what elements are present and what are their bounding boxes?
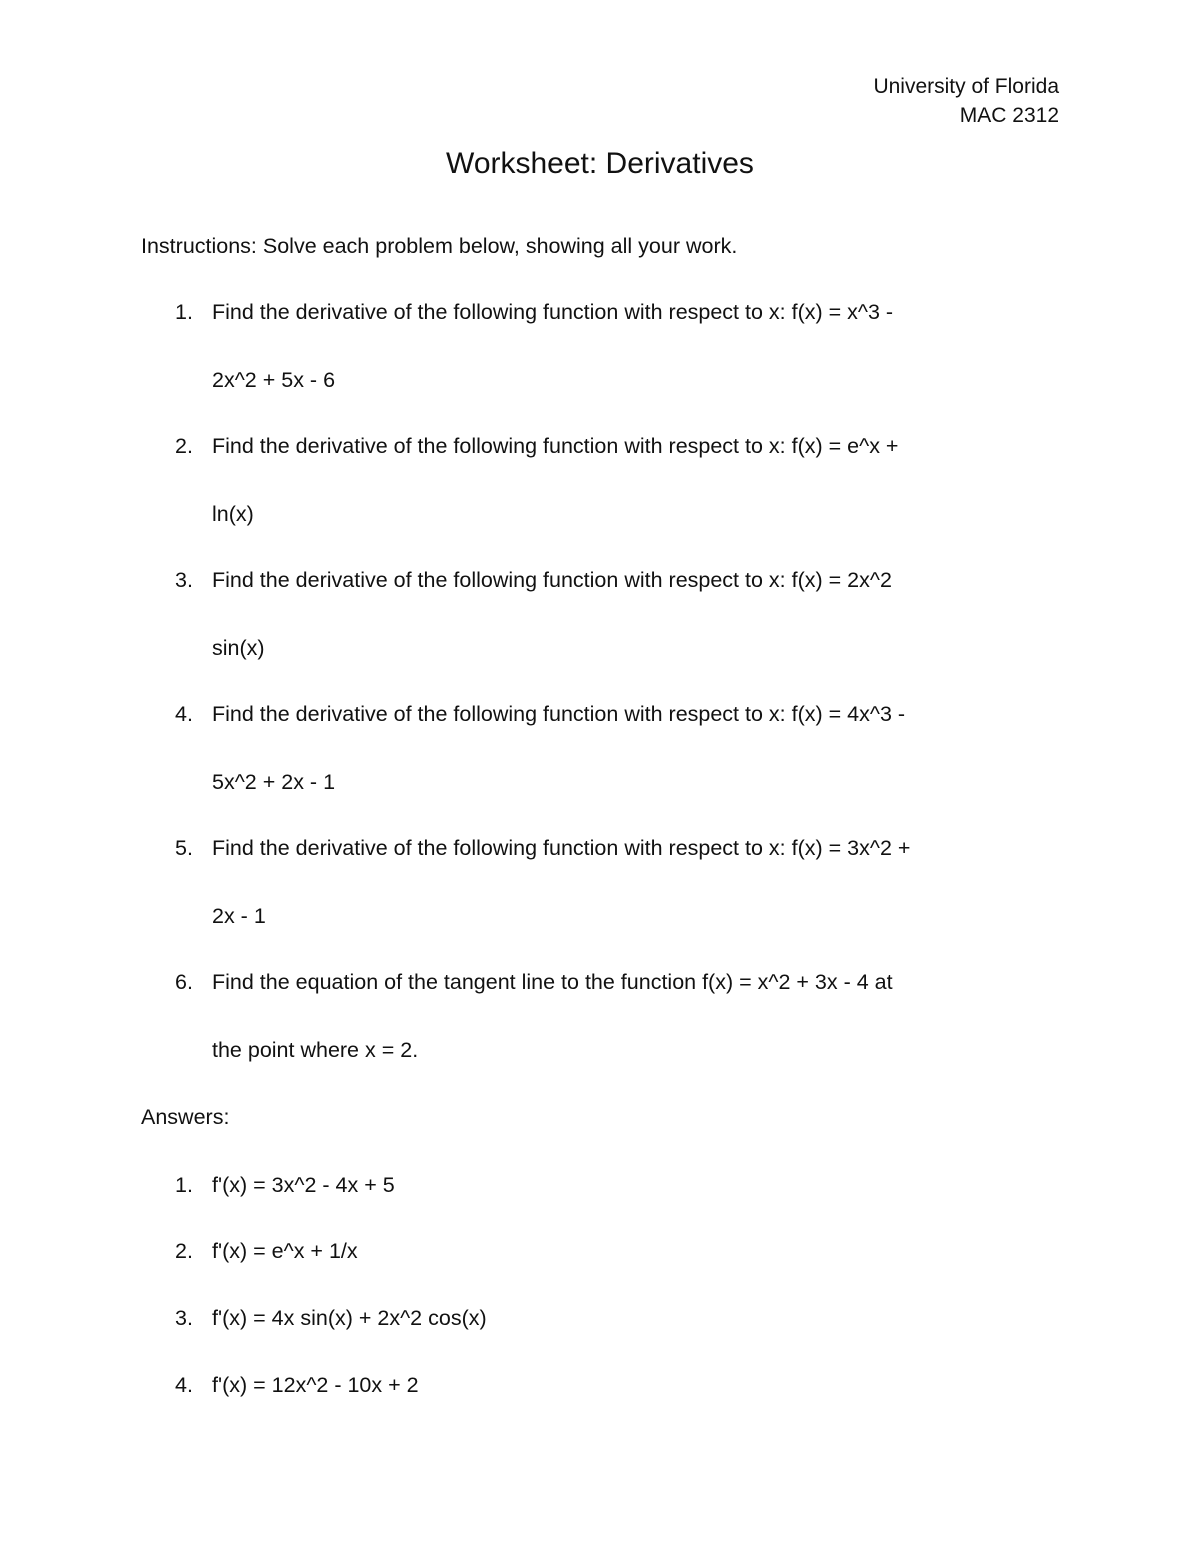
answer-text: f'(x) = e^x + 1/x [212, 1239, 358, 1263]
course-code: MAC 2312 [959, 104, 1059, 127]
problem-text-line2: sin(x) [212, 636, 265, 660]
institution-name: University of Florida [873, 75, 1059, 98]
problem-text-line1: Find the derivative of the following function with respect to x: f(x) = x^3 - [212, 300, 894, 324]
answer-text: f'(x) = 4x sin(x) + 2x^2 cos(x) [212, 1306, 487, 1330]
problem-number: 4. [175, 702, 193, 726]
problem-text-line2: 2x^2 + 5x - 6 [212, 368, 336, 392]
problem-text-line1: Find the derivative of the following function with respect to x: f(x) = 3x^2 + [212, 836, 911, 860]
problem-text-line2: 2x - 1 [212, 904, 266, 928]
instructions-text: Instructions: Solve each problem below, showing all your work. [141, 234, 738, 258]
answer-number: 3. [175, 1306, 193, 1330]
answers-heading: Answers: [141, 1105, 230, 1129]
page-title: Worksheet: Derivatives [446, 147, 754, 180]
problem-text-line2: 5x^2 + 2x - 1 [212, 770, 336, 794]
answer-number: 1. [175, 1173, 193, 1197]
problem-number: 5. [175, 836, 193, 860]
problem-number: 1. [175, 300, 193, 324]
problem-number: 3. [175, 568, 193, 592]
problem-text-line1: Find the derivative of the following function with respect to x: f(x) = 4x^3 - [212, 702, 906, 726]
problem-number: 2. [175, 434, 193, 458]
problem-text-line2: ln(x) [212, 502, 254, 526]
problem-text-line1: Find the equation of the tangent line to the function f(x) = x^2 + 3x - 4 at [212, 970, 893, 994]
problem-text-line2: the point where x = 2. [212, 1038, 419, 1062]
answer-number: 2. [175, 1239, 193, 1263]
answer-text: f'(x) = 3x^2 - 4x + 5 [212, 1173, 395, 1197]
problem-text-line1: Find the derivative of the following function with respect to x: f(x) = e^x + [212, 434, 899, 458]
answer-number: 4. [175, 1373, 193, 1397]
answer-text: f'(x) = 12x^2 - 10x + 2 [212, 1373, 419, 1397]
problem-number: 6. [175, 970, 193, 994]
problem-text-line1: Find the derivative of the following function with respect to x: f(x) = 2x^2 [212, 568, 892, 592]
